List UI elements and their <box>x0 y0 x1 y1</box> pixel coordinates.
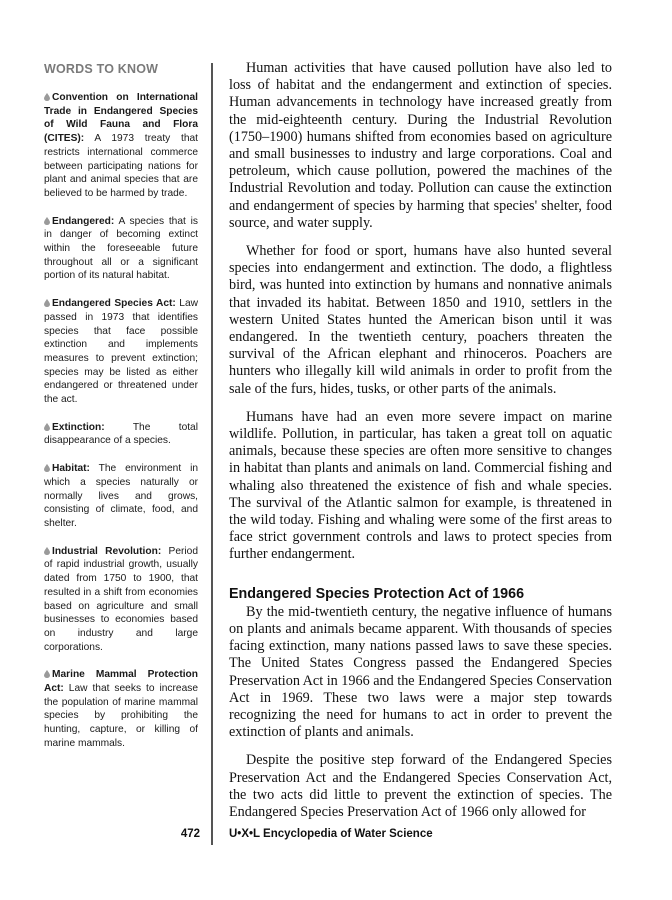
section-heading: Endangered Species Protection Act of 1966 <box>229 585 525 602</box>
page-number: 472 <box>180 828 200 840</box>
term-definition: The total disappearance of a species. <box>44 421 198 447</box>
body-paragraph: By the mid-twentieth century, the negative influence of humans on plants and animals became apparent. With thousands of species facing extinction, many nations passed laws to save these species. The United States Congress passed the Endangered Species Preservation Act in 1966 and the Endangered Species Conservation Act in 1969. These two laws were a major step towards recognizing the need for humans to act in order to prevent the extinction of plants and animals. <box>229 603 612 741</box>
term-name: Industrial Revolution: <box>52 545 162 557</box>
term-name: Convention on International Trade in Endangered Species of Wild Fauna and Flora (CITES): <box>44 92 198 145</box>
water-drop-icon <box>44 299 50 307</box>
water-drop-icon <box>44 670 50 678</box>
term-definition: Period of rapid industrial growth, usually dated from 1750 to 1900, that resulted in a shift from economies based on agriculture and small businesses to economies based on industry and large corporations. <box>44 545 198 653</box>
term-name: Marine Mammal Protection Act: <box>44 669 198 695</box>
page-footer <box>0 828 672 844</box>
glossary-term <box>44 297 198 407</box>
term-definition: Law that seeks to increase the population of marine mammal species by prohibiting the hunting, capture, or killing of marine mammals. <box>44 683 198 749</box>
glossary-term <box>44 91 198 201</box>
glossary-term <box>44 545 198 655</box>
water-drop-icon <box>44 93 50 101</box>
water-drop-icon <box>44 217 50 225</box>
main-text-column <box>229 60 612 832</box>
body-paragraph: Despite the positive step forward of the Endangered Species Preservation Act and the Endangered Species Conservation Act, the two acts did little to prevent the extinction of species. The Endangered Species Preservation Act of 1966 only allowed for <box>229 752 612 820</box>
body-paragraph: Human activities that have caused pollution have also led to loss of habitat and the endangerment and extinction of species. Human advancements in technology have increased greatly from the mid-eighteenth century. During the Industrial Revolution (1750–1900) humans shifted from economies based on agriculture and small businesses to industry and large corporations. Coal and petroleum, which cause pollution, powered the machines of the Industrial Revolution and today. Pollution can cause the extinction and endangerment of species by harming that species' shelter, food source, and water supply. <box>229 60 612 231</box>
water-drop-icon <box>44 423 50 431</box>
sidebar-title: WORDS TO KNOW <box>44 62 159 76</box>
term-name: Endangered Species Act: <box>52 298 176 310</box>
water-drop-icon <box>44 547 50 555</box>
body-paragraph: Whether for food or sport, humans have also hunted several species into endangerment and extinction. The dodo, a flightless bird, was hunted into extinction by humans and nonnative animals that invaded its habitat. Between 1850 and 1910, settlers in the western United States hunted the American bison until it was endangered. In the twentieth century, poachers threaten the survival of the African elephant and rhinoceros. Poachers are hunters who illegally kill wild animals in order to profit from the sale of the furs, hides, tusks, or other parts of the animals. <box>229 243 612 397</box>
column-divider <box>211 63 213 845</box>
glossary-term <box>44 215 198 284</box>
book-title: U•X•L Encyclopedia of Water Science <box>229 828 433 840</box>
glossary-term <box>44 421 198 448</box>
glossary-term <box>44 462 198 531</box>
term-definition: Law passed in 1973 that identifies species that face possible extinction and implements measures to prevent extinction; species may be listed as either endangered or threatened under the act. <box>44 298 198 406</box>
term-name: Habitat: <box>52 463 90 475</box>
body-paragraph: Humans have had an even more severe impact on marine wildlife. Pollution, in particular, has taken a great toll on aquatic animals, because these species are often more sensitive to changes in habitat than plants and animals on land. Commercial fishing and whaling also threatened the existence of fish and whale species. The survival of the Atlantic salmon for example, is threatened in the wild today. Fishing and whaling were some of the first areas to face strict government controls and laws to protect species from further endangerment. <box>229 408 612 563</box>
water-drop-icon <box>44 464 50 472</box>
glossary-term <box>44 668 198 750</box>
words-to-know-sidebar <box>44 62 198 765</box>
term-name: Endangered: <box>52 215 115 227</box>
term-definition: A 1973 treaty that restricts international commerce between participating nations for plant and animal species that are believed to be harmed by trade. <box>44 133 198 199</box>
term-definition: A species that is in danger of becoming extinct within the foreseeable future throughout all or a significant portion of its natural habitat. <box>44 215 198 282</box>
term-definition: The environment in which a species naturally or normally lives and grows, consisting of climate, food, and shelter. <box>44 463 198 529</box>
term-name: Extinction: <box>52 421 105 433</box>
